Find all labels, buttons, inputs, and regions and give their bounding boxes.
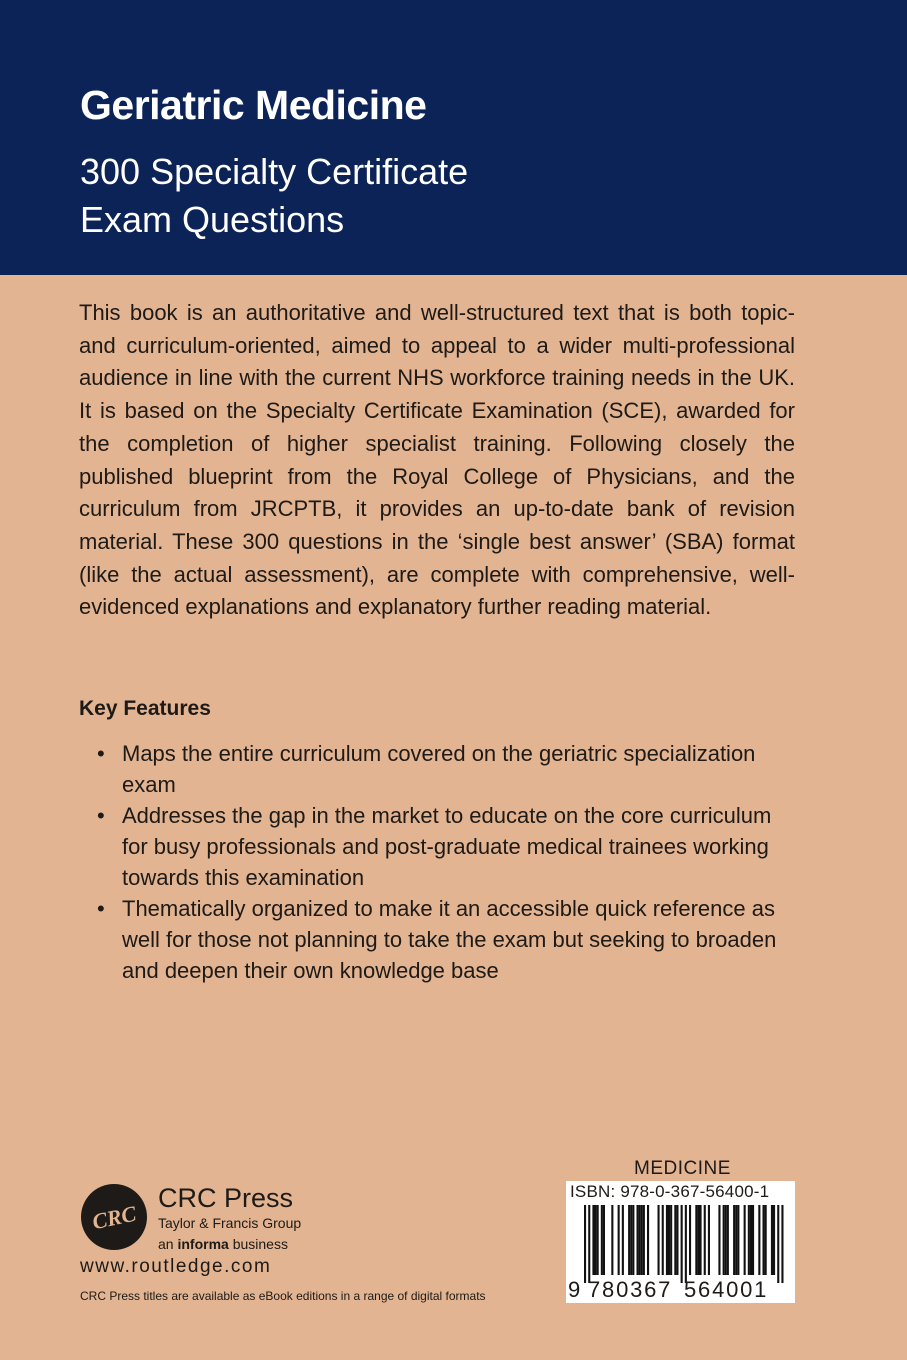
barcode-bar [597,1205,599,1275]
barcode-bar [595,1205,597,1275]
book-description: This book is an authoritative and well-structured text that is both topic- and curriculum-oriented, aimed to appeal to a wider multi-professional audience in line with the current NHS workforce training needs in the UK. It is based on the Specialty Certificate Examination (SCE), awarded for the completion of higher specialist training. Following closely the published blueprint from the Royal College of Physicians, and the curriculum from JRCPTB, it provides an up-to-date bank of revision material. These 300 questions in the ‘single best answer’ (SBA) format (like the actual assessment), are complete with comprehensive, well-evidenced explanations and explanatory further reading material. [79,300,795,620]
barcode-bar [676,1205,678,1275]
barcode-bar [758,1205,760,1275]
header-band [0,0,907,275]
barcode-bar [685,1205,687,1283]
barcode-bar [718,1205,720,1275]
book-title: Geriatric Medicine [80,82,427,128]
barcode-bar [670,1205,672,1275]
barcode-bar [603,1205,605,1275]
barcode-bar [765,1205,767,1275]
barcode-bar [777,1205,779,1283]
barcode-bar [727,1205,729,1275]
key-features-list [79,738,795,986]
ebook-note: CRC Press titles are available as eBook editions in a range of digital formats [80,1289,486,1303]
publisher-website: www.routledge.com [80,1256,272,1277]
barcode-bar [700,1205,702,1275]
barcode-digits [566,1277,795,1301]
barcode-bar [630,1205,632,1275]
barcode-left-digits: 780367 [588,1277,673,1302]
bullet-icon: • [97,803,105,828]
barcode-bar [628,1205,630,1275]
barcode-bar [708,1205,710,1275]
barcode-bar [689,1205,691,1275]
barcode-bar [735,1205,737,1275]
barcode-bar [752,1205,754,1275]
crc-logo-icon [80,1183,148,1251]
feature-item: • Thematically organized to make it an accessible quick reference as well for those not planning to take the exam but seeking to broaden and deepen their own knowledge base [79,893,795,986]
feature-item: • Addresses the gap in the market to educate on the core curriculum for busy professionals and post-graduate medical trainees working towards this examination [79,800,795,893]
barcode-bar [737,1205,739,1275]
barcode-bar [643,1205,645,1275]
barcode-bar [588,1205,590,1283]
barcode-bar [647,1205,649,1275]
barcode-bar [748,1205,750,1275]
barcode-bar [639,1205,641,1275]
book-subtitle [80,148,600,244]
barcode-bar [641,1205,643,1275]
publisher-name: CRC Press [158,1183,294,1213]
barcode-bar [668,1205,670,1275]
logo-text: CRC [89,1200,139,1235]
barcode-right-digits: 564001 [684,1277,769,1302]
barcode-bar [637,1205,639,1275]
publisher-informa: an informa business [158,1236,288,1252]
barcode-bar [763,1205,765,1275]
key-features-heading: Key Features [79,697,211,720]
barcode-first-digit: 9 [568,1277,583,1302]
barcode-bar [658,1205,660,1275]
barcode-bar [622,1205,624,1275]
barcode-bar [632,1205,634,1275]
publisher-group: Taylor & Francis Group [158,1215,302,1231]
feature-item: • Maps the entire curriculum covered on the geriatric specialization exam [79,738,795,800]
barcode-bar [611,1205,613,1275]
barcode-bar [704,1205,706,1275]
barcode-bar [666,1205,668,1275]
bullet-icon: • [97,741,105,766]
barcode-bar [592,1205,594,1275]
barcode-bar [601,1205,603,1275]
barcode-bar [725,1205,727,1275]
barcode-bar [781,1205,783,1283]
barcode-bar [773,1205,775,1275]
barcode-bar [750,1205,752,1275]
barcode-bar [733,1205,735,1275]
barcode-bar [697,1205,699,1275]
isbn-label: ISBN: 978-0-367-56400-1 [570,1182,770,1201]
subtitle-line-1: 300 Specialty Certificate [80,151,469,192]
subject-category: MEDICINE [634,1158,731,1179]
bullet-icon: • [97,896,105,921]
barcode-bar [695,1205,697,1275]
barcode-bar [662,1205,664,1275]
barcode-bar [771,1205,773,1275]
barcode-bar [584,1205,586,1283]
barcode-bar [681,1205,683,1283]
isbn-barcode [566,1181,795,1303]
subtitle-line-2: Exam Questions [80,199,345,240]
barcode-bar [744,1205,746,1275]
barcode-bar [723,1205,725,1275]
barcode-bar [618,1205,620,1275]
barcode-bar [674,1205,676,1275]
